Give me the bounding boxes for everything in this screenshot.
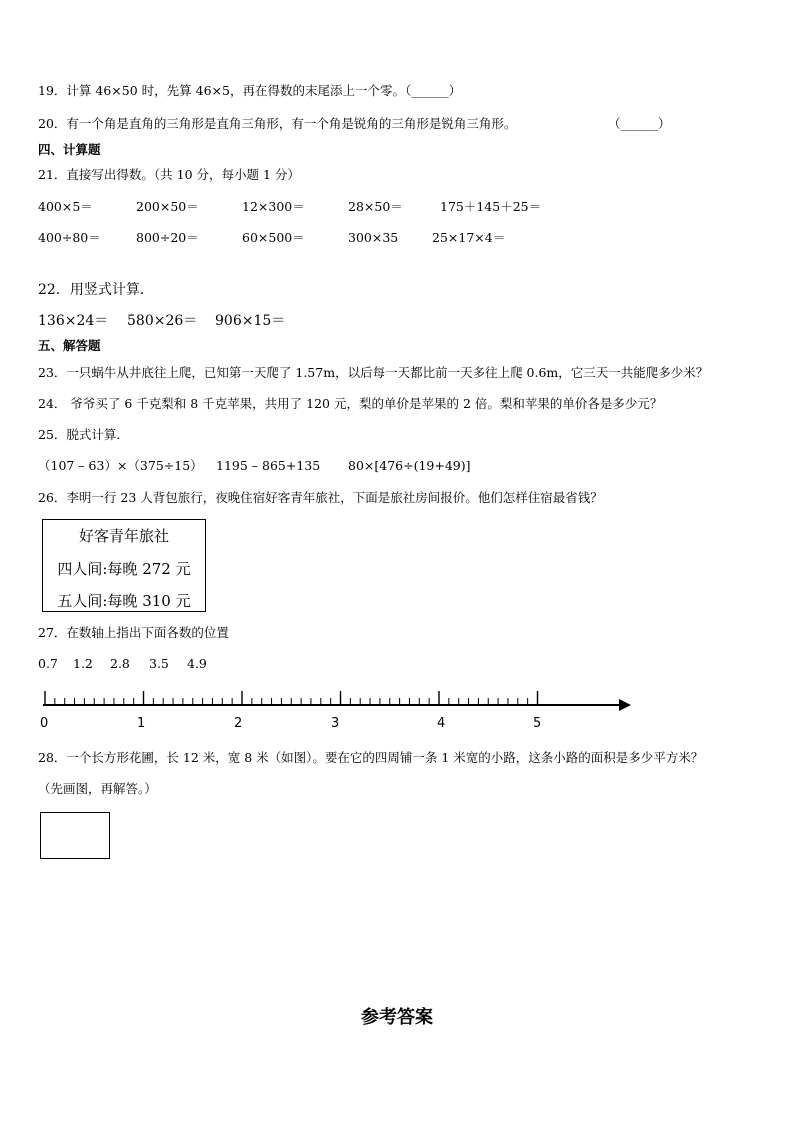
number-line-label: 3	[331, 716, 340, 731]
number-line-labels	[0, 716, 794, 734]
q22-item: 136×24＝	[38, 313, 109, 329]
q27-value: 1.2	[73, 656, 93, 671]
q27-value: 0.7	[38, 656, 58, 671]
q21-item: 400×5＝	[38, 199, 93, 214]
answer-section-title: 参考答案	[361, 1007, 433, 1028]
section-4-heading: 四、计算题	[38, 142, 101, 157]
question-19: 19．计算 46×50 时，先算 46×5，再在得数的末尾添上一个零。（______）	[38, 83, 462, 98]
q25-item: 1195 – 865+135	[216, 458, 321, 473]
question-24: 24． 爷爷买了 6 千克梨和 8 千克苹果，共用了 120 元，梨的单价是苹果的 2 倍。梨和苹果的单价各是多少元？	[38, 396, 663, 411]
question-27-values	[38, 656, 338, 672]
q22-item: 580×26＝	[127, 313, 198, 329]
question-22: 22．用竖式计算．	[38, 282, 154, 298]
q21-item: 28×50＝	[348, 199, 403, 214]
q21-item: 12×300＝	[242, 199, 305, 214]
number-line-label: 0	[40, 716, 49, 731]
question-28-note: （先画图，再解答。）	[38, 781, 157, 796]
garden-rectangle-figure	[40, 812, 110, 859]
q21-item: 60×500＝	[242, 230, 305, 245]
section-5-heading: 五、解答题	[38, 338, 101, 353]
q27-value: 4.9	[187, 656, 207, 671]
question-25: 25．脱式计算．	[38, 427, 129, 442]
q21-item: 400÷80＝	[38, 230, 101, 245]
hotel-price-4-person: 四人间:每晚 272 元	[57, 560, 191, 578]
q21-item: 25×17×4＝	[432, 230, 506, 245]
question-28: 28．一个长方形花圃，长 12 米，宽 8 米（如图）。要在它的四周铺一条 1 米宽的小路，这条小路的面积是多少平方米？	[38, 750, 704, 765]
question-20: 20．有一个角是直角的三角形是直角三角形，有一个角是锐角的三角形是锐角三角形。	[38, 116, 517, 131]
number-line-label: 4	[437, 716, 446, 731]
number-line-label: 1	[137, 716, 146, 731]
question-21-row-1	[38, 199, 758, 215]
number-line-ticks	[45, 691, 538, 705]
number-line-label: 5	[533, 716, 542, 731]
hotel-price-5-person: 五人间:每晚 310 元	[57, 592, 191, 610]
q21-item: 200×50＝	[136, 199, 199, 214]
q22-item: 906×15＝	[215, 313, 286, 329]
question-21-row-2	[38, 230, 758, 246]
question-26: 26．李明一行 23 人背包旅行，夜晚住宿好客青年旅社，下面是旅社房间报价。他们怎样住宿最省钱？	[38, 490, 603, 505]
question-20-blank: （______）	[608, 116, 671, 131]
q21-item: 175＋145＋25＝	[440, 199, 542, 214]
hotel-name: 好客青年旅社	[78, 527, 169, 545]
q21-item: 800÷20＝	[136, 230, 199, 245]
q25-item: 80×[476÷(19+49)]	[348, 458, 471, 473]
hotel-price-card	[42, 519, 206, 612]
number-line-arrow	[619, 699, 631, 711]
q25-item: （107 – 63）×（375÷15）	[38, 458, 203, 473]
question-23: 23．一只蜗牛从井底往上爬，已知第一天爬了 1.57m，以后每一天都比前一天多往上爬 0.6m，它三天一共能爬多少米？	[38, 365, 709, 380]
q27-value: 2.8	[110, 656, 130, 671]
question-27: 27．在数轴上指出下面各数的位置	[38, 625, 229, 640]
question-22-items	[38, 313, 438, 331]
number-line-label: 2	[234, 716, 243, 731]
q27-value: 3.5	[149, 656, 169, 671]
question-25-items	[38, 458, 538, 474]
question-21: 21．直接写出得数。（共 10 分，每小题 1 分）	[38, 167, 300, 182]
q21-item: 300×35	[348, 230, 399, 245]
